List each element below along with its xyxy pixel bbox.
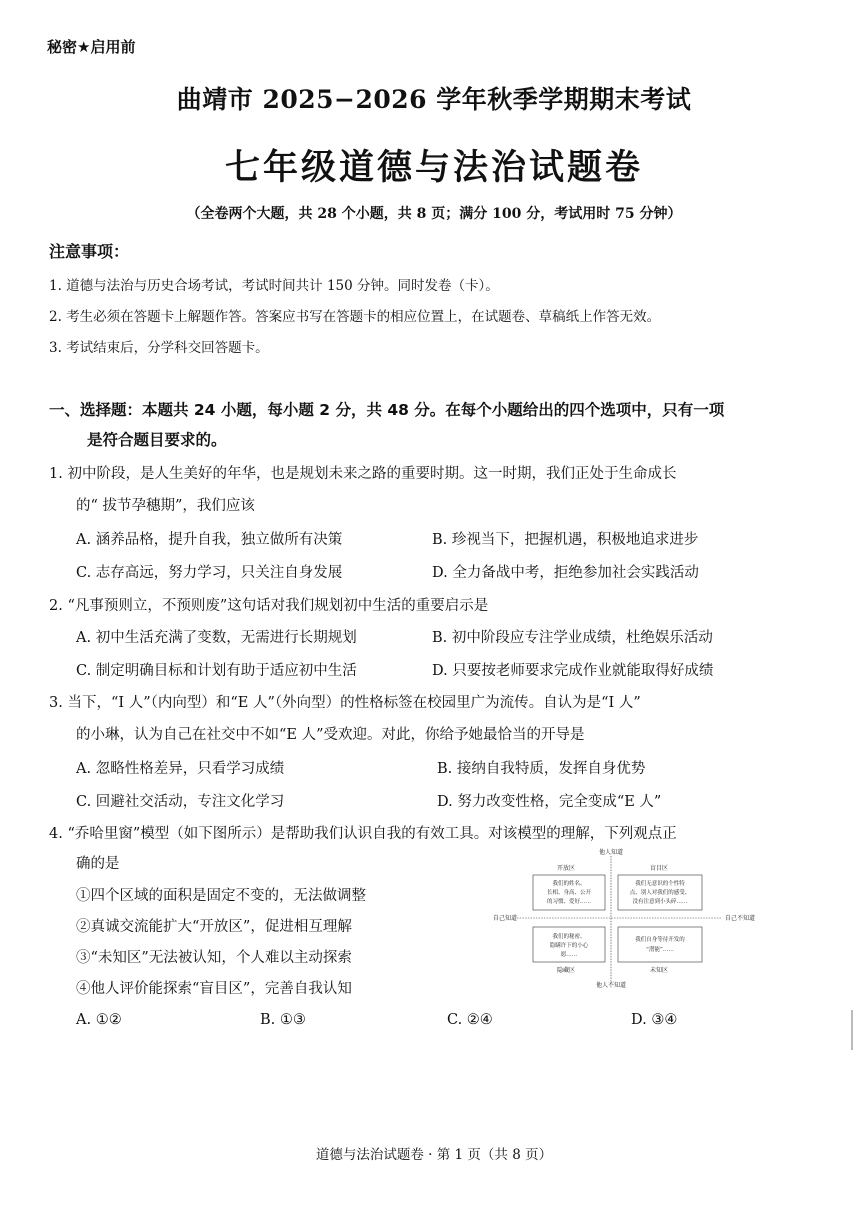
q1-text-line: 的习惯、爱好…… <box>546 899 592 905</box>
q1-option-d[interactable]: D. 全力备战中考，拒绝参加社会实践活动 <box>432 565 699 581</box>
q2-option-d[interactable]: D. 只要按老师要求完成作业就能取得好成绩 <box>432 663 714 679</box>
scan-edge-mark <box>851 1010 853 1050</box>
q2-option-a[interactable]: A. 初中生活充满了变数，无需进行长期规划 <box>76 630 357 646</box>
q3-option-d[interactable]: D. 努力改变性格，完全变成“E 人” <box>437 794 662 810</box>
section-heading-cont: 是符合题目要求的。 <box>87 431 227 449</box>
axis-label-left: 自己知道 <box>493 915 518 922</box>
q3-text-line: 隐瞒许下的小心 <box>549 943 589 949</box>
question-3-stem-cont: 的小琳，认为自己在社交中不如“E 人”受欢迎。对此，你给予她最恰当的开导是 <box>76 727 585 743</box>
question-1-stem-cont: 的“ 拔节孕穗期”，我们应该 <box>76 498 255 514</box>
question-3-stem: 3. 当下，“I 人”（内向型）和“E 人”（外向型）的性格标签在校园里广为流传。自认为是“I 人” <box>49 695 641 711</box>
notice-heading: 注意事项： <box>49 242 130 261</box>
axis-label-right: 自己不知道 <box>725 915 756 922</box>
q1-text-line: 我们的姓名、 <box>552 881 586 887</box>
quadrant-open-name: 开放区 <box>556 865 576 872</box>
quadrant-hidden-name: 隐藏区 <box>556 967 576 974</box>
q3-text-line: 愿…… <box>560 952 578 958</box>
exam-title: 曲靖市 2025−2026 学年秋季学期期末考试 <box>176 85 692 114</box>
q4-text-line: 我们自身等待开发的 <box>635 937 685 943</box>
q4-text-line: “潜能”…… <box>646 947 674 953</box>
axis-label-top: 他人知道 <box>598 849 624 856</box>
paper-info: （全卷两个大题，共 28 个小题，共 8 页；满分 100 分，考试用时 75 分钟） <box>186 206 682 222</box>
q3-option-a[interactable]: A. 忽略性格差异，只看学习成绩 <box>76 761 285 777</box>
q4-statement-1: ①四个区域的面积是固定不变的，无法做调整 <box>76 888 366 904</box>
question-1-stem: 1. 初中阶段，是人生美好的年华，也是规划未来之路的重要时期。这一时期，我们正处于生命成长 <box>49 466 677 482</box>
q4-option-a[interactable]: A. ①② <box>76 1012 122 1028</box>
notice-item: 3. 考试结束后，分学科交回答题卡。 <box>49 340 269 356</box>
q1-text-line: 长相、身高、公开 <box>546 890 592 896</box>
q4-option-b[interactable]: B. ①③ <box>260 1012 306 1028</box>
quadrant-unknown-box <box>618 927 702 962</box>
q1-option-c[interactable]: C. 志存高远，努力学习，只关注自身发展 <box>76 565 343 581</box>
question-2-stem: 2. “凡事预则立，不预则废”这句话对我们规划初中生活的重要启示是 <box>49 598 489 614</box>
q2-text-line: 点、别人对我们的感受、 <box>629 890 691 896</box>
notice-item: 2. 考生必须在答题卡上解题作答。答案应书写在答题卡的相应位置上，在试题卷、草稿纸上作答无效。 <box>49 309 661 325</box>
q4-statement-3: ③“未知区”无法被认知，个人难以主动探索 <box>76 950 352 966</box>
axis-label-bottom: 他人不知道 <box>595 982 627 989</box>
q2-option-b[interactable]: B. 初中阶段应专注学业成绩，杜绝娱乐活动 <box>432 630 713 646</box>
q2-text-line: 没有注意到小头碎…… <box>632 899 688 905</box>
q3-option-b[interactable]: B. 接纳自我特质，发挥自身优势 <box>437 761 646 777</box>
q4-option-d[interactable]: D. ③④ <box>631 1012 678 1028</box>
johari-window-diagram <box>493 848 756 989</box>
q2-option-c[interactable]: C. 制定明确目标和计划有助于适应初中生活 <box>76 663 357 679</box>
q3-option-c[interactable]: C. 回避社交活动，专注文化学习 <box>76 794 285 810</box>
question-4-stem: 4. “乔哈里窗”模型（如下图所示）是帮助我们认识自我的有效工具。对该模型的理解，下列观点正 <box>49 826 677 842</box>
confidential-label: 秘密★启用前 <box>47 38 136 56</box>
notice-item: 1. 道德与法治与历史合场考试，考试时间共计 150 分钟。同时发卷（卡）。 <box>49 278 499 294</box>
q4-statement-2: ②真诚交流能扩大“开放区”，促进相互理解 <box>76 919 352 935</box>
q4-statement-4: ④他人评价能探索“盲目区”，完善自我认知 <box>76 981 352 997</box>
q1-option-b[interactable]: B. 珍视当下，把握机遇，积极地追求进步 <box>432 532 699 548</box>
question-4-stem-cont: 确的是 <box>76 856 120 872</box>
q1-option-a[interactable]: A. 涵养品格，提升自我，独立做所有决策 <box>76 532 343 548</box>
quadrant-blind-name: 盲目区 <box>649 865 669 872</box>
q4-option-c[interactable]: C. ②④ <box>447 1012 493 1028</box>
page-footer: 道德与法治试题卷 · 第 1 页（共 8 页） <box>315 1147 553 1163</box>
quadrant-unknown-name: 未知区 <box>649 967 669 974</box>
q3-text-line: 我们的秘密、 <box>552 934 586 940</box>
q2-text-line: 我们无意识的个性特 <box>635 881 685 887</box>
section-heading: 一、选择题：本题共 24 小题，每小题 2 分，共 48 分。在每个小题给出的四个选项中，只有一项 <box>49 401 725 419</box>
paper-name: 七年级道德与法治试题卷 <box>224 148 643 188</box>
